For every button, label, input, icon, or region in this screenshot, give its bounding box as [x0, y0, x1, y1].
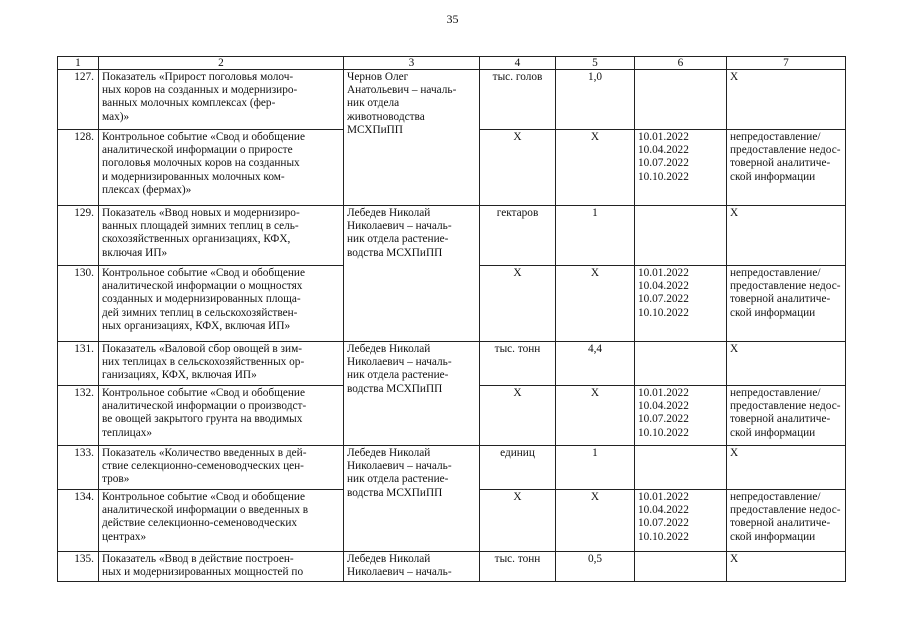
responsible-line: Лебедев Николай	[347, 553, 431, 565]
row-date: 10.04.2022	[638, 144, 689, 157]
row-value: X	[556, 490, 635, 552]
responsible-line: ник отдела растение-	[347, 233, 449, 246]
row-responsible	[344, 446, 480, 552]
row-risk-line: X	[730, 447, 739, 459]
header-cell-6: 6	[635, 57, 727, 70]
row-risk-line: непредоставление/	[730, 267, 821, 279]
responsible-line: Лебедев Николай	[347, 447, 431, 459]
row-name	[99, 206, 344, 266]
row-name-line: аналитической информации о введенных в	[102, 504, 309, 517]
row-value: 0,5	[556, 552, 635, 582]
row-name-line: и модернизированных молочных ком-	[102, 170, 285, 183]
row-unit: X	[480, 490, 556, 552]
row-risk-line: товерной аналитиче-	[730, 157, 831, 170]
row-name-line: Показатель «Ввод в действие построен-	[102, 553, 294, 565]
row-name-line: аналитической информации о мощностях	[102, 280, 303, 293]
row-name-line: Показатель «Валовой сбор овощей в зим-	[102, 343, 302, 355]
row-risk-line: предоставление недос-	[730, 504, 841, 517]
row-risk-line: X	[730, 71, 739, 83]
row-name-line: ванных площадей зимних теплиц в сель-	[102, 220, 299, 233]
row-name	[99, 70, 344, 130]
row-name	[99, 342, 344, 386]
responsible-line: Анатольевич – началь-	[347, 84, 457, 97]
row-date: 10.07.2022	[638, 157, 689, 170]
row-name-line: ве овощей закрытого грунта на вводимых	[102, 413, 303, 426]
row-unit: X	[480, 386, 556, 446]
header-cell-5: 5	[556, 57, 635, 70]
header-cell-4: 4	[480, 57, 556, 70]
row-name	[99, 552, 344, 582]
responsible-line: Чернов Олег	[347, 71, 409, 83]
row-unit: тыс. тонн	[480, 552, 556, 582]
row-risk-line: непредоставление/	[730, 131, 821, 143]
row-number: 132.	[58, 386, 99, 446]
row-risk-line: X	[730, 553, 739, 565]
responsible-line: Лебедев Николай	[347, 343, 431, 355]
responsible-line: Николаевич – началь-	[347, 356, 452, 369]
row-name-line: ванных молочных комплексах (фер-	[102, 97, 276, 110]
responsible-line: Лебедев Николай	[347, 207, 431, 219]
row-date: 10.01.2022	[638, 387, 689, 399]
row-name-line: Показатель «Количество введенных в дей-	[102, 447, 307, 459]
row-dates	[635, 206, 727, 266]
row-name-line: Показатель «Прирост поголовья молоч-	[102, 71, 294, 83]
row-name-line: поголовья молочных коров на созданных	[102, 157, 300, 170]
row-risk-line: ской информации	[730, 426, 816, 439]
responsible-line: ник отдела растение-	[347, 473, 449, 486]
row-date: 10.01.2022	[638, 491, 689, 503]
responsible-line: животноводства	[347, 110, 425, 123]
row-risk	[727, 266, 846, 342]
responsible-line: Николаевич – началь-	[347, 460, 452, 473]
row-name-line: включая ИП»	[102, 246, 168, 259]
responsible-line: водства МСХПиПП	[347, 382, 443, 395]
row-date: 10.04.2022	[638, 504, 689, 517]
row-value: X	[556, 266, 635, 342]
row-date: 10.04.2022	[638, 280, 689, 293]
row-date: 10.10.2022	[638, 306, 689, 319]
row-risk-line: непредоставление/	[730, 387, 821, 399]
row-dates	[635, 552, 727, 582]
row-risk-line: X	[730, 343, 739, 355]
responsible-line: Николаевич – началь-	[347, 566, 452, 579]
row-date: 10.04.2022	[638, 400, 689, 413]
row-risk	[727, 446, 846, 490]
table-row	[58, 552, 846, 582]
header-cell-2: 2	[99, 57, 344, 70]
responsible-line: ник отдела растение-	[347, 369, 449, 382]
row-name-line: Показатель «Ввод новых и модернизиро-	[102, 207, 300, 219]
row-responsible	[344, 70, 480, 206]
row-unit: тыс. тонн	[480, 342, 556, 386]
row-name	[99, 266, 344, 342]
responsible-line: водства МСХПиПП	[347, 246, 443, 259]
row-name-line: плексах (фермах)»	[102, 183, 192, 196]
row-unit: единиц	[480, 446, 556, 490]
row-responsible	[344, 342, 480, 446]
row-risk-line: непредоставление/	[730, 491, 821, 503]
row-risk-line: товерной аналитиче-	[730, 517, 831, 530]
row-date: 10.07.2022	[638, 293, 689, 306]
row-dates	[635, 342, 727, 386]
row-dates	[635, 386, 727, 446]
row-date: 10.10.2022	[638, 426, 689, 439]
responsible-line: ник отдела	[347, 97, 400, 110]
row-number: 131.	[58, 342, 99, 386]
row-risk-line: X	[730, 207, 739, 219]
row-risk	[727, 490, 846, 552]
row-value: 4,4	[556, 342, 635, 386]
row-name-line: Контрольное событие «Свод и обобщение	[102, 131, 305, 143]
row-name-line: ных коров на созданных и модернизиро-	[102, 84, 298, 97]
row-dates	[635, 490, 727, 552]
row-name-line: ных и модернизированных мощностей по	[102, 566, 304, 579]
table-row	[58, 342, 846, 386]
plan-table	[57, 56, 846, 582]
row-number: 135.	[58, 552, 99, 582]
row-value: X	[556, 130, 635, 206]
row-name-line: теплицах»	[102, 426, 153, 439]
row-risk	[727, 386, 846, 446]
row-number: 133.	[58, 446, 99, 490]
row-name-line: аналитической информации о приросте	[102, 144, 293, 157]
row-name-line: действие селекционно-семеноводческих	[102, 517, 298, 530]
row-name-line: ствие селекционно-семеноводческих цен-	[102, 460, 304, 473]
row-number: 128.	[58, 130, 99, 206]
row-name-line: тров»	[102, 473, 130, 486]
row-value: X	[556, 386, 635, 446]
row-risk-line: ской информации	[730, 170, 816, 183]
row-responsible	[344, 206, 480, 342]
row-date: 10.10.2022	[638, 530, 689, 543]
header-cell-7: 7	[727, 57, 846, 70]
row-name-line: ганизациях, КФХ, включая ИП»	[102, 369, 257, 382]
row-value: 1,0	[556, 70, 635, 130]
row-dates	[635, 70, 727, 130]
row-dates	[635, 446, 727, 490]
header-row	[58, 57, 846, 70]
row-risk-line: товерной аналитиче-	[730, 293, 831, 306]
page-number: 35	[446, 12, 459, 26]
row-name-line: ных организациях, КФХ, включая ИП»	[102, 319, 291, 332]
row-value: 1	[556, 206, 635, 266]
row-date: 10.07.2022	[638, 413, 689, 426]
row-name	[99, 490, 344, 552]
row-name-line: дей зимних теплиц в сельскохозяйствен-	[102, 306, 298, 319]
header-cell-3: 3	[344, 57, 480, 70]
row-responsible	[344, 552, 480, 582]
row-name-line: Контрольное событие «Свод и обобщение	[102, 491, 305, 503]
row-unit: гектаров	[480, 206, 556, 266]
row-name-line: созданных и модернизированных площа-	[102, 293, 301, 306]
row-risk-line: товерной аналитиче-	[730, 413, 831, 426]
row-value: 1	[556, 446, 635, 490]
row-name-line: мах)»	[102, 110, 130, 123]
row-number: 130.	[58, 266, 99, 342]
row-risk-line: предоставление недос-	[730, 144, 841, 157]
row-risk-line: предоставление недос-	[730, 280, 841, 293]
row-risk-line: ской информации	[730, 530, 816, 543]
row-risk-line: предоставление недос-	[730, 400, 841, 413]
header-cell-1: 1	[58, 57, 99, 70]
row-number: 127.	[58, 70, 99, 130]
responsible-line: Николаевич – началь-	[347, 220, 452, 233]
row-date: 10.01.2022	[638, 267, 689, 279]
row-name-line: них теплицах в сельскохозяйственных ор-	[102, 356, 305, 369]
row-risk-line: ской информации	[730, 306, 816, 319]
table-row	[58, 446, 846, 490]
row-name-line: центрах»	[102, 530, 147, 543]
row-name	[99, 386, 344, 446]
table-row	[58, 70, 846, 130]
row-name-line: аналитической информации о производст-	[102, 400, 307, 413]
row-name	[99, 130, 344, 206]
row-risk	[727, 206, 846, 266]
row-number: 129.	[58, 206, 99, 266]
row-date: 10.01.2022	[638, 131, 689, 143]
row-name-line: Контрольное событие «Свод и обобщение	[102, 387, 305, 399]
row-risk	[727, 70, 846, 130]
row-name	[99, 446, 344, 490]
responsible-line: водства МСХПиПП	[347, 486, 443, 499]
responsible-line: МСХПиПП	[347, 123, 403, 136]
table-row	[58, 206, 846, 266]
row-dates	[635, 266, 727, 342]
row-date: 10.07.2022	[638, 517, 689, 530]
row-unit: тыс. голов	[480, 70, 556, 130]
row-unit: X	[480, 266, 556, 342]
row-unit: X	[480, 130, 556, 206]
row-date: 10.10.2022	[638, 170, 689, 183]
row-name-line: скохозяйственных организациях, КФХ,	[102, 233, 291, 246]
row-number: 134.	[58, 490, 99, 552]
row-risk	[727, 342, 846, 386]
row-risk	[727, 130, 846, 206]
row-name-line: Контрольное событие «Свод и обобщение	[102, 267, 305, 279]
row-risk	[727, 552, 846, 582]
row-dates	[635, 130, 727, 206]
